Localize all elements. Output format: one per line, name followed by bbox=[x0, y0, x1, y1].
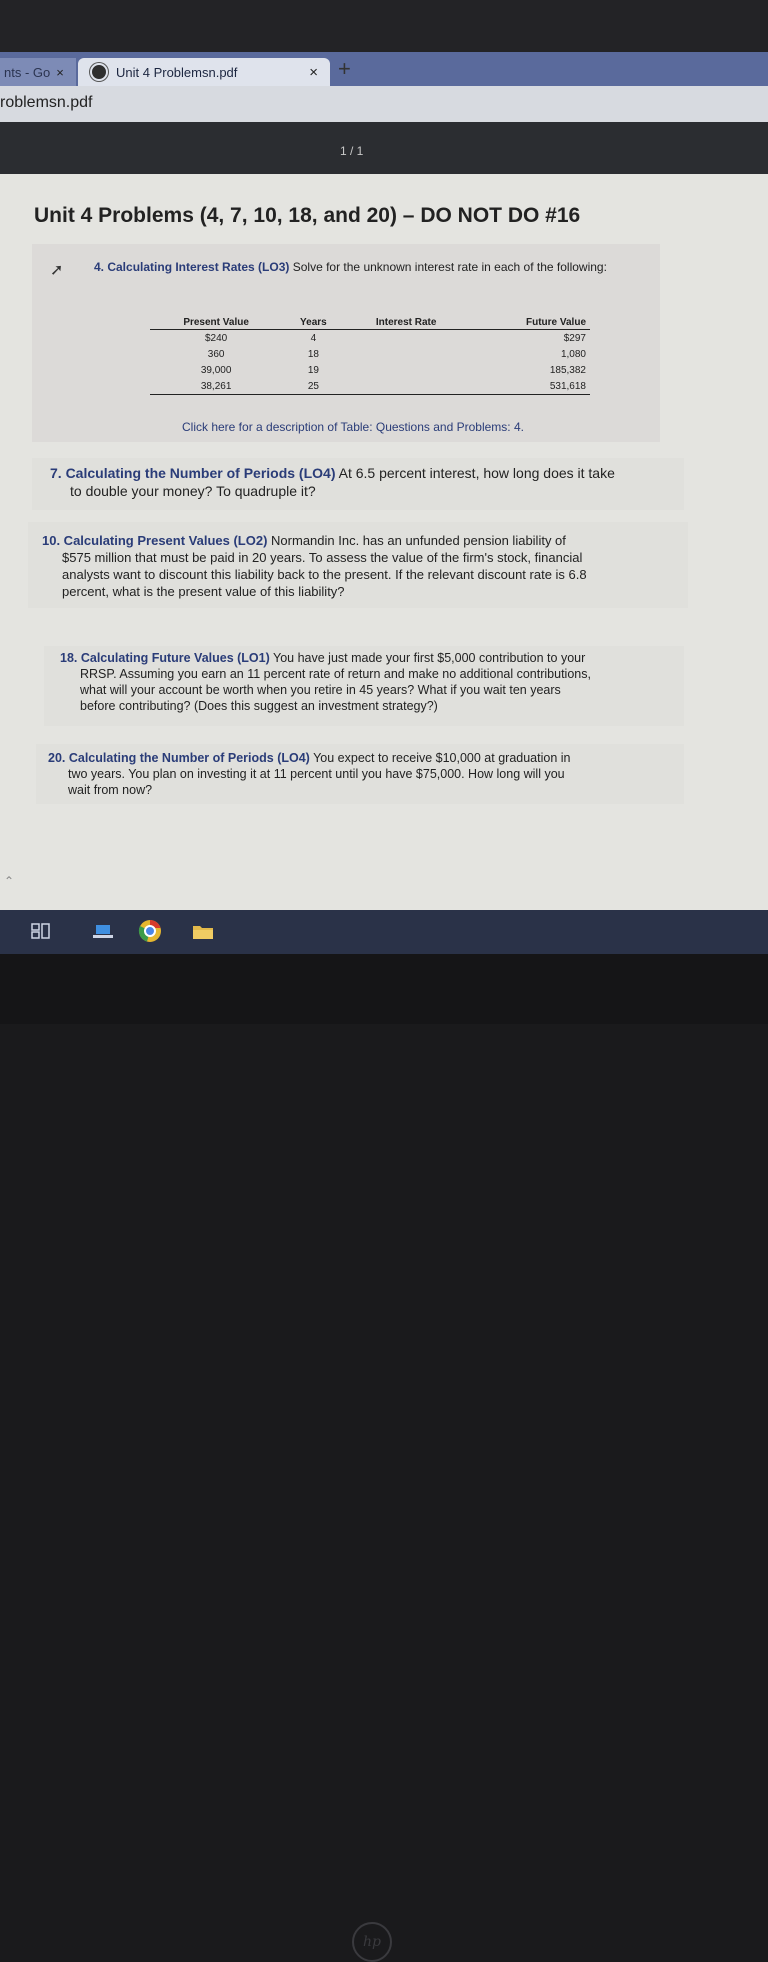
question-text: analysts want to discount this liability back to the present. If the relevant discount rate is 6.8 bbox=[62, 567, 587, 582]
hp-logo: hp bbox=[352, 1922, 392, 1962]
question-text: Normandin Inc. has an unfunded pension liability of bbox=[271, 533, 566, 548]
table-cell: 360 bbox=[207, 348, 225, 360]
question-text: $575 million that must be paid in 20 years. To assess the value of the firm's stock, financial bbox=[62, 550, 583, 565]
question-7 bbox=[32, 458, 684, 510]
question-heading: 7. Calculating the Number of Periods (LO4) bbox=[50, 465, 336, 481]
table-cell: $297 bbox=[563, 332, 586, 344]
question-text: wait from now? bbox=[68, 783, 153, 797]
question-text: At 6.5 percent interest, how long does it take bbox=[338, 465, 615, 481]
question-text: RRSP. Assuming you earn an 11 percent rate of return and make no additional contributions, bbox=[80, 667, 591, 681]
close-icon[interactable]: × bbox=[309, 63, 318, 81]
question-4 bbox=[32, 244, 660, 442]
table-row bbox=[150, 346, 590, 362]
question-10 bbox=[28, 522, 688, 608]
question-text: You expect to receive $10,000 at graduation in bbox=[313, 751, 571, 765]
table-cell: 4 bbox=[310, 332, 317, 344]
table-row bbox=[150, 362, 590, 378]
screen-bezel-bottom bbox=[0, 954, 768, 1950]
question-text: Solve for the unknown interest rate in each of the following: bbox=[292, 260, 607, 274]
new-tab-button[interactable]: + bbox=[338, 56, 351, 81]
taskbar bbox=[0, 910, 768, 954]
scroll-up-icon[interactable]: ⌃ bbox=[4, 874, 15, 888]
tab-label: Unit 4 Problemsn.pdf bbox=[116, 64, 238, 80]
close-icon[interactable]: × bbox=[56, 64, 64, 80]
pdf-page bbox=[0, 174, 768, 910]
page-indicator: 1 / 1 bbox=[340, 144, 364, 158]
question-heading: 4. Calculating Interest Rates (LO3) bbox=[94, 260, 290, 274]
laptop-icon[interactable] bbox=[92, 922, 114, 940]
table-cell: 25 bbox=[282, 378, 344, 395]
table-cell bbox=[345, 378, 468, 395]
question-text: percent, what is the present value of this liability? bbox=[62, 584, 345, 599]
question-text: You have just made your first $5,000 contribution to your bbox=[273, 651, 586, 665]
interest-table bbox=[150, 316, 590, 395]
column-header: Years bbox=[282, 316, 344, 330]
question-heading: 20. Calculating the Number of Periods (LO4) bbox=[48, 751, 310, 765]
table-cell: 1,080 bbox=[560, 348, 586, 360]
question-heading: 18. Calculating Future Values (LO1) bbox=[60, 651, 270, 665]
column-header: Present Value bbox=[150, 316, 282, 330]
table-row bbox=[150, 378, 590, 395]
table-cell: $240 bbox=[204, 332, 228, 344]
table-cell bbox=[345, 330, 468, 347]
question-text: two years. You plan on investing it at 11 percent until you have $75,000. How long will you bbox=[68, 767, 565, 781]
tab-unit4-pdf[interactable] bbox=[78, 58, 330, 86]
column-header: Future Value bbox=[468, 316, 590, 330]
table-cell bbox=[345, 362, 468, 378]
question-text: before contributing? (Does this suggest an investment strategy?) bbox=[80, 699, 438, 713]
browser-tab-bar bbox=[0, 52, 768, 86]
chrome-icon bbox=[90, 63, 108, 81]
question-text: to double your money? To quadruple it? bbox=[70, 483, 316, 499]
question-20 bbox=[36, 744, 684, 804]
pdf-toolbar bbox=[0, 122, 768, 174]
task-view-icon[interactable] bbox=[30, 922, 52, 940]
table-cell: 39,000 bbox=[200, 364, 232, 376]
table-cell: 185,382 bbox=[549, 364, 586, 376]
address-bar[interactable] bbox=[0, 86, 768, 122]
question-text: what will your account be worth when you retire in 45 years? What if you wait ten years bbox=[80, 683, 561, 697]
table-cell: 531,618 bbox=[468, 378, 590, 395]
question-18 bbox=[44, 646, 684, 726]
table-cell: 18 bbox=[307, 348, 319, 360]
tab-google[interactable] bbox=[0, 58, 76, 86]
table-row bbox=[150, 330, 590, 347]
page-title: Unit 4 Problems (4, 7, 10, 18, and 20) – DO NOT DO #16 bbox=[34, 204, 581, 227]
table-cell: 19 bbox=[307, 364, 319, 376]
table-cell: 38,261 bbox=[150, 378, 282, 395]
screen-bezel-top bbox=[0, 0, 768, 52]
arrow-icon: ➚ bbox=[50, 262, 64, 279]
address-text: roblemsn.pdf bbox=[0, 94, 93, 111]
table-description-link[interactable]: Click here for a description of Table: Questions and Problems: 4. bbox=[182, 420, 524, 434]
file-explorer-icon[interactable] bbox=[192, 922, 214, 940]
table-cell bbox=[345, 346, 468, 362]
chrome-icon[interactable] bbox=[138, 919, 162, 943]
question-heading: 10. Calculating Present Values (LO2) bbox=[42, 533, 268, 548]
column-header: Interest Rate bbox=[345, 316, 468, 330]
tab-label: nts - Go bbox=[4, 64, 51, 80]
